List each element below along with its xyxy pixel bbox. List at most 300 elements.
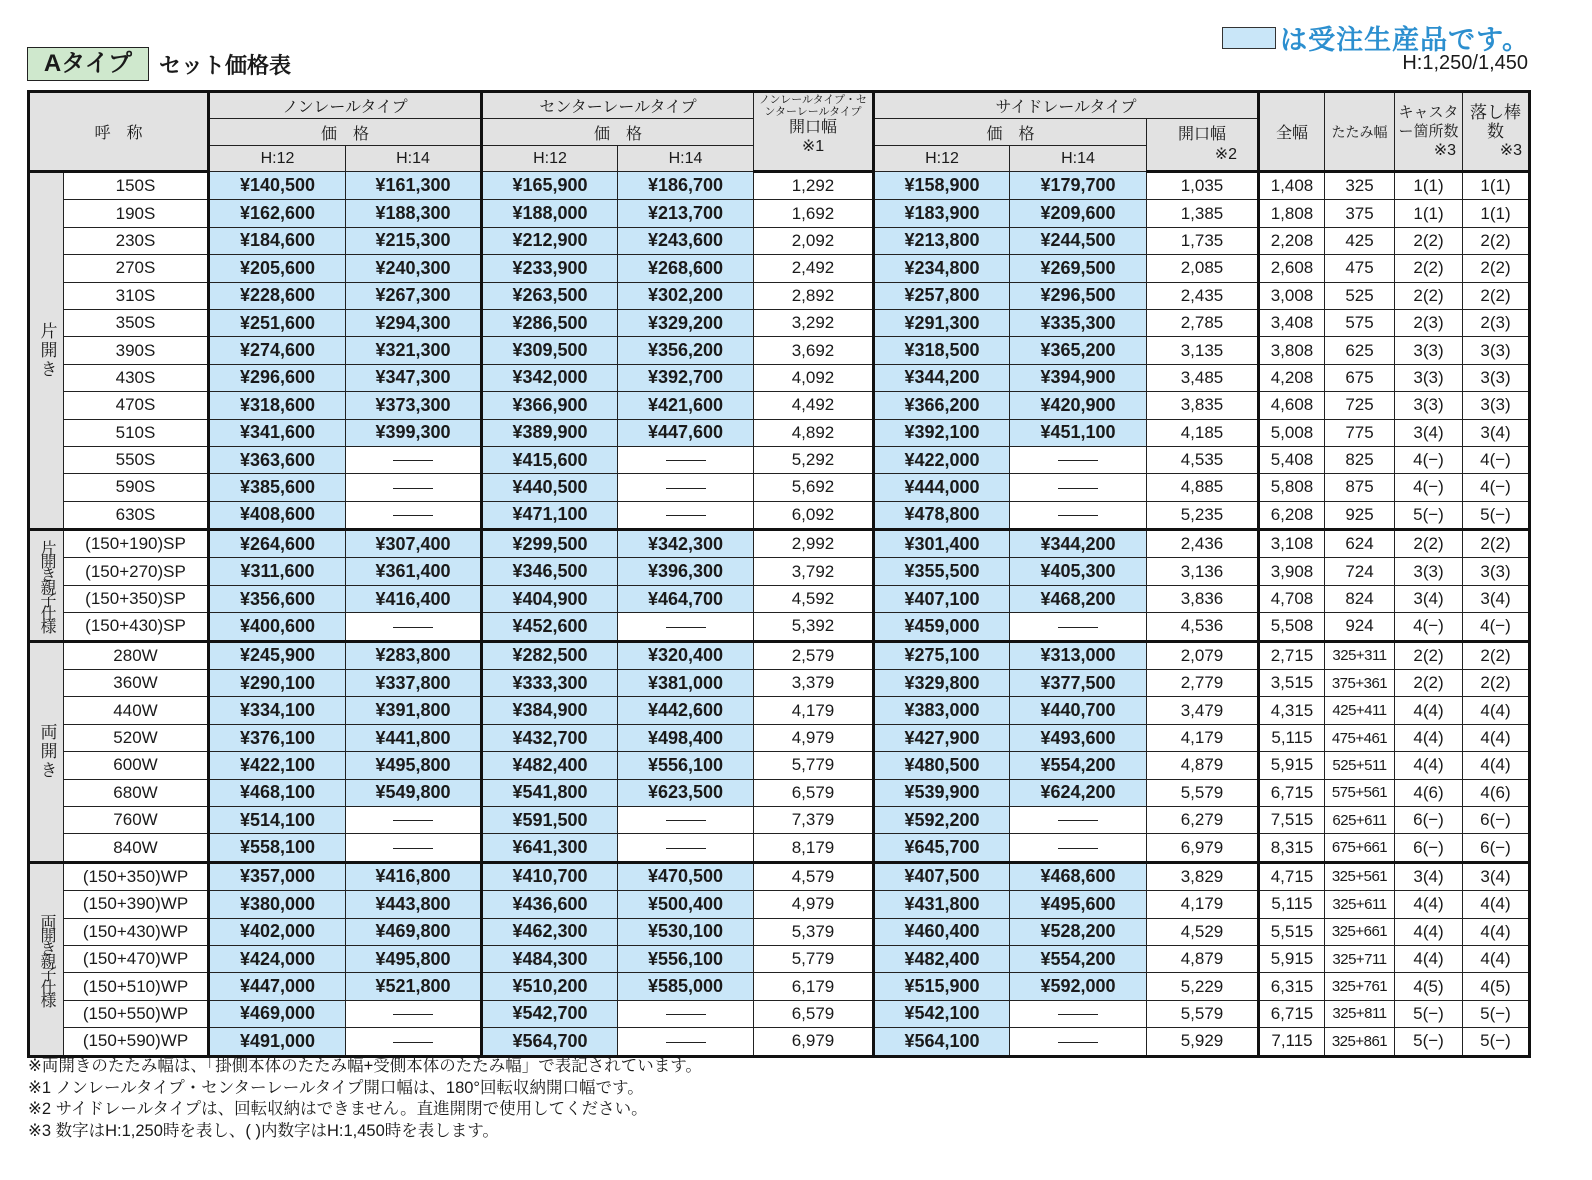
cell-open1: 5,392 — [754, 613, 874, 641]
cell-open2: 2,079 — [1147, 641, 1259, 669]
cell-sr14 — [1010, 501, 1147, 529]
cell-cr14 — [618, 613, 754, 641]
cell-name: (150+590)WP — [64, 1028, 209, 1056]
cell-nr14 — [346, 834, 482, 862]
cell-nr12: ¥140,500 — [209, 172, 346, 200]
cell-rod: 2(2) — [1463, 255, 1530, 282]
cell-sr12: ¥318,500 — [874, 337, 1010, 364]
cell-sr12: ¥183,900 — [874, 200, 1010, 227]
cell-name: 840W — [64, 834, 209, 862]
cell-name: 600W — [64, 752, 209, 779]
cell-fold: 325+611 — [1325, 891, 1395, 918]
cell-rod: 5(−) — [1463, 1028, 1530, 1056]
cell-caster: 4(4) — [1395, 752, 1463, 779]
cell-nr14 — [346, 501, 482, 529]
cell-nr14: ¥337,800 — [346, 670, 482, 697]
cell-name: (150+430)SP — [64, 613, 209, 641]
cell-nr14: ¥294,300 — [346, 309, 482, 336]
cell-fold: 525 — [1325, 282, 1395, 309]
cell-open2: 3,479 — [1147, 697, 1259, 724]
cell-full: 5,115 — [1259, 891, 1325, 918]
cell-caster: 3(4) — [1395, 585, 1463, 612]
cell-open2: 1,035 — [1147, 172, 1259, 200]
col-fold-width-header: たたみ幅 — [1325, 92, 1395, 172]
cell-rod: 2(2) — [1463, 670, 1530, 697]
cell-nr12: ¥468,100 — [209, 779, 346, 806]
cell-full: 5,915 — [1259, 945, 1325, 972]
cell-name: 630S — [64, 501, 209, 529]
cell-rod: 4(4) — [1463, 945, 1530, 972]
cell-sr12: ¥275,100 — [874, 641, 1010, 669]
cell-cr14: ¥500,400 — [618, 891, 754, 918]
cell-cr14: ¥329,200 — [618, 309, 754, 336]
cell-full: 8,315 — [1259, 834, 1325, 862]
dash-icon — [393, 848, 433, 849]
cell-open1: 1,292 — [754, 172, 874, 200]
cell-open2: 4,179 — [1147, 891, 1259, 918]
cell-name: 190S — [64, 200, 209, 227]
cell-caster: 4(4) — [1395, 918, 1463, 945]
cell-open1: 5,779 — [754, 752, 874, 779]
cell-open1: 2,492 — [754, 255, 874, 282]
cell-nr14: ¥495,800 — [346, 752, 482, 779]
cell-open1: 2,992 — [754, 530, 874, 558]
cell-nr14 — [346, 1028, 482, 1056]
cell-cr12: ¥212,900 — [482, 227, 618, 254]
cell-cr14: ¥396,300 — [618, 558, 754, 585]
cell-nr14: ¥416,400 — [346, 585, 482, 612]
cell-rod: 6(−) — [1463, 834, 1530, 862]
price-table — [27, 90, 1531, 1058]
cell-sr14: ¥420,900 — [1010, 392, 1147, 419]
table-row — [29, 172, 1530, 200]
col-siderail-header: サイドレールタイプ — [874, 92, 1259, 119]
cell-full: 4,608 — [1259, 392, 1325, 419]
cell-cr14: ¥320,400 — [618, 641, 754, 669]
cell-fold: 325+811 — [1325, 1000, 1395, 1027]
cell-name: (150+550)WP — [64, 1000, 209, 1027]
cell-caster: 5(−) — [1395, 1000, 1463, 1027]
cell-nr12: ¥356,600 — [209, 585, 346, 612]
cell-caster: 4(4) — [1395, 724, 1463, 751]
table-row — [29, 364, 1530, 391]
cell-open1: 2,579 — [754, 641, 874, 669]
table-row — [29, 392, 1530, 419]
footnotes — [28, 1056, 702, 1142]
cell-nr12: ¥558,100 — [209, 834, 346, 862]
cell-name: (150+190)SP — [64, 530, 209, 558]
cell-sr14: ¥269,500 — [1010, 255, 1147, 282]
cell-open1: 6,979 — [754, 1028, 874, 1056]
siderail-h14-header: H:14 — [1010, 146, 1147, 172]
cell-sr12: ¥257,800 — [874, 282, 1010, 309]
cell-rod: 3(4) — [1463, 862, 1530, 890]
cell-cr14: ¥556,100 — [618, 752, 754, 779]
cell-caster: 2(2) — [1395, 530, 1463, 558]
cell-fold: 475+461 — [1325, 724, 1395, 751]
cell-sr12: ¥329,800 — [874, 670, 1010, 697]
cell-fold: 375 — [1325, 200, 1395, 227]
cell-nr12: ¥334,100 — [209, 697, 346, 724]
cell-rod: 3(3) — [1463, 364, 1530, 391]
table-row — [29, 973, 1530, 1000]
cell-nr14: ¥441,800 — [346, 724, 482, 751]
cell-sr14: ¥451,100 — [1010, 419, 1147, 446]
cell-rod: 5(−) — [1463, 501, 1530, 529]
cell-full: 5,508 — [1259, 613, 1325, 641]
cell-caster: 4(−) — [1395, 613, 1463, 641]
cell-nr12: ¥357,000 — [209, 862, 346, 890]
dash-icon — [1058, 848, 1098, 849]
col-nonrail-header: ノンレールタイプ — [209, 92, 482, 119]
cell-sr14: ¥440,700 — [1010, 697, 1147, 724]
cell-cr14: ¥421,600 — [618, 392, 754, 419]
cell-rod: 4(−) — [1463, 446, 1530, 473]
cell-full: 5,515 — [1259, 918, 1325, 945]
cell-nr12: ¥424,000 — [209, 945, 346, 972]
table-row — [29, 1028, 1530, 1056]
cell-sr12: ¥478,800 — [874, 501, 1010, 529]
dash-icon — [666, 1014, 706, 1015]
cell-open2: 4,185 — [1147, 419, 1259, 446]
cell-open2: 2,436 — [1147, 530, 1259, 558]
cell-cr14 — [618, 446, 754, 473]
cell-nr14: ¥215,300 — [346, 227, 482, 254]
cell-sr14: ¥365,200 — [1010, 337, 1147, 364]
table-row — [29, 779, 1530, 806]
cell-open2: 3,485 — [1147, 364, 1259, 391]
cell-sr14: ¥313,000 — [1010, 641, 1147, 669]
cell-rod: 6(−) — [1463, 806, 1530, 833]
cell-caster: 4(4) — [1395, 697, 1463, 724]
cell-full: 4,315 — [1259, 697, 1325, 724]
cell-open2: 3,135 — [1147, 337, 1259, 364]
table-row — [29, 558, 1530, 585]
cell-name: (150+470)WP — [64, 945, 209, 972]
centerrail-h14-header: H:14 — [618, 146, 754, 172]
cell-sr12: ¥431,800 — [874, 891, 1010, 918]
cell-caster: 6(−) — [1395, 834, 1463, 862]
cell-name: 520W — [64, 724, 209, 751]
cell-open1: 3,692 — [754, 337, 874, 364]
cell-cr12: ¥404,900 — [482, 585, 618, 612]
cell-cr14: ¥381,000 — [618, 670, 754, 697]
cell-cr14: ¥447,600 — [618, 419, 754, 446]
cell-fold: 575+561 — [1325, 779, 1395, 806]
cell-cr12: ¥482,400 — [482, 752, 618, 779]
table-row — [29, 530, 1530, 558]
cell-cr14: ¥186,700 — [618, 172, 754, 200]
cell-name: 550S — [64, 446, 209, 473]
cell-cr14: ¥623,500 — [618, 779, 754, 806]
col-open2-header — [1147, 119, 1259, 172]
cell-sr14: ¥495,600 — [1010, 891, 1147, 918]
cell-open1: 8,179 — [754, 834, 874, 862]
table-row — [29, 862, 1530, 890]
cell-open2: 6,979 — [1147, 834, 1259, 862]
cell-open1: 6,579 — [754, 779, 874, 806]
table-row — [29, 891, 1530, 918]
cell-sr14 — [1010, 834, 1147, 862]
cell-cr12: ¥309,500 — [482, 337, 618, 364]
cell-caster: 3(3) — [1395, 558, 1463, 585]
caster-note: ※3 — [1433, 142, 1456, 159]
cell-caster: 2(2) — [1395, 670, 1463, 697]
cell-cr12: ¥541,800 — [482, 779, 618, 806]
cell-full: 3,515 — [1259, 670, 1325, 697]
cell-nr14: ¥267,300 — [346, 282, 482, 309]
cell-rod: 4(−) — [1463, 613, 1530, 641]
cell-name: (150+430)WP — [64, 918, 209, 945]
cell-open1: 3,292 — [754, 309, 874, 336]
cell-fold: 325+661 — [1325, 918, 1395, 945]
cell-name: 440W — [64, 697, 209, 724]
cell-sr12: ¥444,000 — [874, 474, 1010, 501]
cell-full: 3,808 — [1259, 337, 1325, 364]
cell-open2: 2,435 — [1147, 282, 1259, 309]
cell-full: 5,008 — [1259, 419, 1325, 446]
cell-full: 5,408 — [1259, 446, 1325, 473]
cell-full: 6,315 — [1259, 973, 1325, 1000]
cell-cr14: ¥464,700 — [618, 585, 754, 612]
cell-open2: 6,279 — [1147, 806, 1259, 833]
cell-cr12: ¥484,300 — [482, 945, 618, 972]
cell-fold: 625+611 — [1325, 806, 1395, 833]
cell-open1: 5,379 — [754, 918, 874, 945]
title-area — [27, 47, 291, 81]
cell-open1: 6,579 — [754, 1000, 874, 1027]
cell-nr14: ¥361,400 — [346, 558, 482, 585]
cell-open2: 5,579 — [1147, 1000, 1259, 1027]
cell-nr12: ¥402,000 — [209, 918, 346, 945]
cell-fold: 925 — [1325, 501, 1395, 529]
cell-full: 5,915 — [1259, 752, 1325, 779]
cell-open1: 4,592 — [754, 585, 874, 612]
cell-sr12: ¥366,200 — [874, 392, 1010, 419]
open2-note: ※2 — [1214, 145, 1237, 163]
group-label: 片開き — [29, 172, 64, 530]
table-row — [29, 613, 1530, 641]
cell-sr14 — [1010, 613, 1147, 641]
cell-open1: 4,579 — [754, 862, 874, 890]
cell-sr12: ¥645,700 — [874, 834, 1010, 862]
cell-caster: 3(4) — [1395, 862, 1463, 890]
cell-sr12: ¥422,000 — [874, 446, 1010, 473]
cell-cr12: ¥440,500 — [482, 474, 618, 501]
rod-label: 落し棒数 — [1470, 103, 1521, 141]
cell-cr14: ¥268,600 — [618, 255, 754, 282]
cell-rod: 2(2) — [1463, 530, 1530, 558]
cell-sr14 — [1010, 446, 1147, 473]
table-row — [29, 670, 1530, 697]
cell-fold: 325 — [1325, 172, 1395, 200]
cell-nr12: ¥341,600 — [209, 419, 346, 446]
cell-name: 360W — [64, 670, 209, 697]
cell-rod: 4(4) — [1463, 697, 1530, 724]
cell-open2: 4,885 — [1147, 474, 1259, 501]
cell-cr14 — [618, 1028, 754, 1056]
cell-nr12: ¥376,100 — [209, 724, 346, 751]
cell-caster: 4(5) — [1395, 973, 1463, 1000]
group-label: 片開き親子仕様 — [29, 530, 64, 642]
cell-cr12: ¥233,900 — [482, 255, 618, 282]
cell-open2: 1,735 — [1147, 227, 1259, 254]
cell-nr14 — [346, 613, 482, 641]
cell-rod: 2(2) — [1463, 282, 1530, 309]
dash-icon — [393, 460, 433, 461]
cell-nr14: ¥469,800 — [346, 918, 482, 945]
open1-top-label: ノンレールタイプ・センターレールタイプ — [758, 94, 868, 118]
cell-sr14: ¥592,000 — [1010, 973, 1147, 1000]
cell-fold: 625 — [1325, 337, 1395, 364]
legend-text: は受注生産品です。 — [1280, 25, 1530, 55]
cell-caster: 3(3) — [1395, 392, 1463, 419]
cell-caster: 3(3) — [1395, 337, 1463, 364]
cell-name: (150+270)SP — [64, 558, 209, 585]
cell-open1: 1,692 — [754, 200, 874, 227]
cell-fold: 575 — [1325, 309, 1395, 336]
cell-sr12: ¥407,100 — [874, 585, 1010, 612]
rod-note: ※3 — [1499, 142, 1522, 159]
cell-open2: 2,085 — [1147, 255, 1259, 282]
cell-sr12: ¥515,900 — [874, 973, 1010, 1000]
dash-icon — [666, 515, 706, 516]
cell-sr12: ¥291,300 — [874, 309, 1010, 336]
siderail-price-header: 価 格 — [874, 119, 1147, 146]
cell-caster: 2(2) — [1395, 227, 1463, 254]
cell-rod: 4(6) — [1463, 779, 1530, 806]
col-name-header: 呼 称 — [29, 92, 209, 172]
cell-nr12: ¥385,600 — [209, 474, 346, 501]
cell-cr12: ¥389,900 — [482, 419, 618, 446]
dash-icon — [1058, 460, 1098, 461]
cell-sr14: ¥344,200 — [1010, 530, 1147, 558]
cell-sr14 — [1010, 1000, 1147, 1027]
dash-icon — [393, 515, 433, 516]
cell-rod: 4(4) — [1463, 724, 1530, 751]
cell-open2: 5,579 — [1147, 779, 1259, 806]
cell-sr12: ¥301,400 — [874, 530, 1010, 558]
cell-cr12: ¥471,100 — [482, 501, 618, 529]
table-row — [29, 255, 1530, 282]
cell-open2: 4,536 — [1147, 613, 1259, 641]
cell-sr14 — [1010, 806, 1147, 833]
cell-nr14: ¥399,300 — [346, 419, 482, 446]
cell-sr12: ¥480,500 — [874, 752, 1010, 779]
cell-full: 1,408 — [1259, 172, 1325, 200]
cell-open2: 5,229 — [1147, 973, 1259, 1000]
cell-sr12: ¥482,400 — [874, 945, 1010, 972]
cell-nr14 — [346, 474, 482, 501]
cell-sr14: ¥377,500 — [1010, 670, 1147, 697]
cell-fold: 775 — [1325, 419, 1395, 446]
col-full-width-header: 全幅 — [1259, 92, 1325, 172]
cell-sr14 — [1010, 1028, 1147, 1056]
cell-name: 470S — [64, 392, 209, 419]
cell-sr14: ¥528,200 — [1010, 918, 1147, 945]
cell-nr12: ¥162,600 — [209, 200, 346, 227]
cell-rod: 2(2) — [1463, 641, 1530, 669]
open1-note: ※1 — [801, 138, 825, 155]
nonrail-h14-header: H:14 — [346, 146, 482, 172]
cell-cr12: ¥165,900 — [482, 172, 618, 200]
cell-caster: 4(−) — [1395, 474, 1463, 501]
cell-sr14: ¥468,200 — [1010, 585, 1147, 612]
cell-cr12: ¥384,900 — [482, 697, 618, 724]
cell-open2: 3,136 — [1147, 558, 1259, 585]
cell-name: 270S — [64, 255, 209, 282]
cell-full: 7,115 — [1259, 1028, 1325, 1056]
cell-fold: 924 — [1325, 613, 1395, 641]
cell-fold: 325+711 — [1325, 945, 1395, 972]
cell-name: 310S — [64, 282, 209, 309]
cell-nr14: ¥240,300 — [346, 255, 482, 282]
cell-caster: 4(4) — [1395, 891, 1463, 918]
open2-label: 開口幅 — [1177, 125, 1226, 143]
dash-icon — [1058, 627, 1098, 628]
cell-caster: 5(−) — [1395, 1028, 1463, 1056]
group-label: 両開き — [29, 641, 64, 862]
cell-rod: 1(1) — [1463, 172, 1530, 200]
table-row — [29, 309, 1530, 336]
cell-full: 1,808 — [1259, 200, 1325, 227]
dash-icon — [666, 848, 706, 849]
table-row — [29, 419, 1530, 446]
centerrail-h12-header: H:12 — [482, 146, 618, 172]
cell-cr12: ¥452,600 — [482, 613, 618, 641]
cell-cr12: ¥432,700 — [482, 724, 618, 751]
cell-caster: 6(−) — [1395, 806, 1463, 833]
cell-sr14: ¥179,700 — [1010, 172, 1147, 200]
cell-open2: 5,235 — [1147, 501, 1259, 529]
col-centerrail-header: センターレールタイプ — [482, 92, 754, 119]
cell-rod: 3(4) — [1463, 419, 1530, 446]
cell-cr12: ¥462,300 — [482, 918, 618, 945]
cell-sr14: ¥335,300 — [1010, 309, 1147, 336]
cell-caster: 2(2) — [1395, 641, 1463, 669]
table-row — [29, 282, 1530, 309]
legend-swatch — [1222, 27, 1276, 49]
table-row — [29, 200, 1530, 227]
cell-cr12: ¥510,200 — [482, 973, 618, 1000]
cell-open1: 5,692 — [754, 474, 874, 501]
cell-name: (150+390)WP — [64, 891, 209, 918]
cell-nr12: ¥514,100 — [209, 806, 346, 833]
cell-cr14 — [618, 806, 754, 833]
cell-cr12: ¥188,000 — [482, 200, 618, 227]
cell-rod: 4(4) — [1463, 891, 1530, 918]
cell-sr12: ¥213,800 — [874, 227, 1010, 254]
cell-caster: 4(−) — [1395, 446, 1463, 473]
cell-sr14: ¥209,600 — [1010, 200, 1147, 227]
cell-sr12: ¥407,500 — [874, 862, 1010, 890]
cell-nr14: ¥307,400 — [346, 530, 482, 558]
cell-cr14: ¥498,400 — [618, 724, 754, 751]
dash-icon — [666, 460, 706, 461]
cell-open2: 4,179 — [1147, 724, 1259, 751]
cell-sr14: ¥554,200 — [1010, 945, 1147, 972]
cell-caster: 2(2) — [1395, 282, 1463, 309]
cell-open1: 5,779 — [754, 945, 874, 972]
table-row — [29, 834, 1530, 862]
cell-fold: 724 — [1325, 558, 1395, 585]
cell-full: 3,108 — [1259, 530, 1325, 558]
cell-sr14: ¥554,200 — [1010, 752, 1147, 779]
table-body — [29, 172, 1530, 1057]
footnote: ※1 ノンレールタイプ・センターレールタイプ開口幅は、180°回転収納開口幅です。 — [28, 1078, 644, 1097]
cell-sr12: ¥592,200 — [874, 806, 1010, 833]
cell-open1: 5,292 — [754, 446, 874, 473]
